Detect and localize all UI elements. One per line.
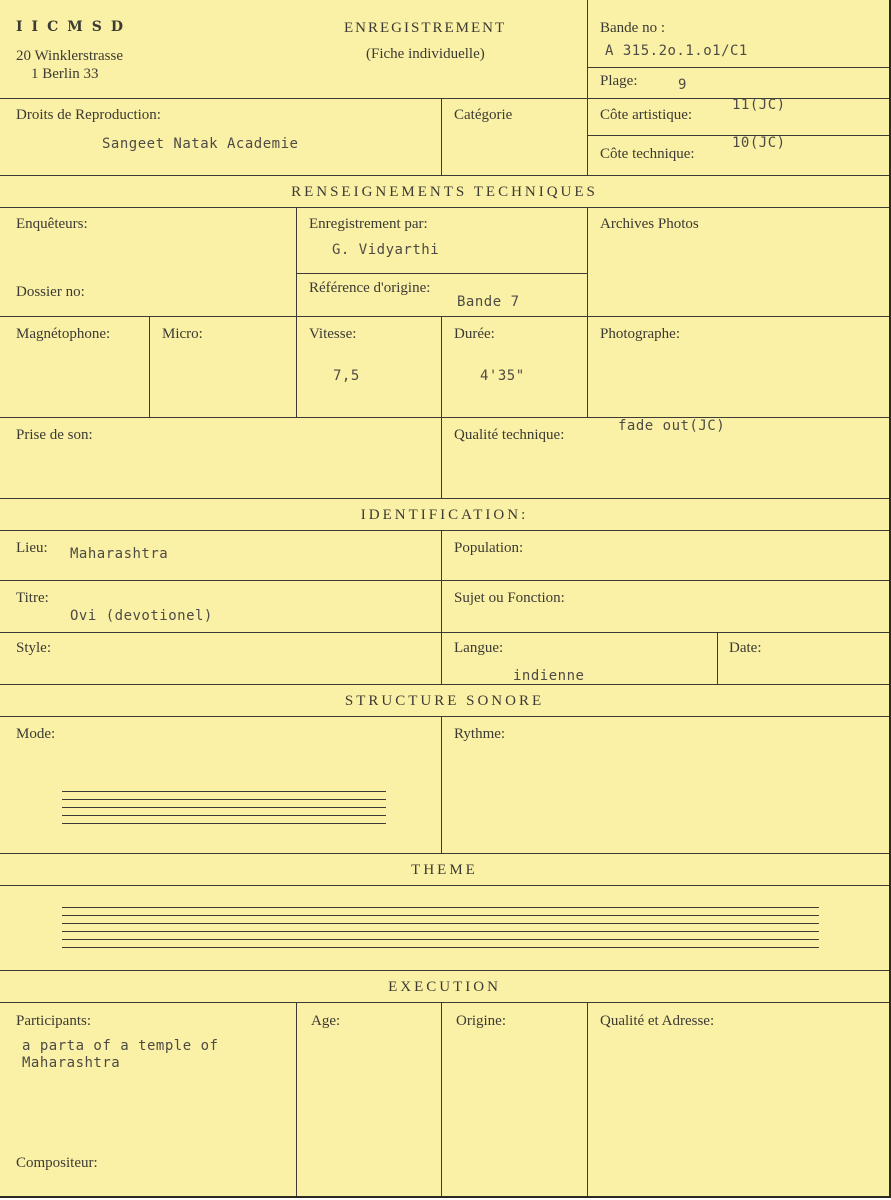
divider: [441, 98, 442, 175]
cote-technique-label: Côte technique:: [600, 146, 695, 162]
writing-line: [62, 807, 386, 808]
age-label: Age:: [311, 1013, 341, 1029]
vitesse-label: Vitesse:: [309, 326, 357, 342]
address-line-2: 1 Berlin 33: [31, 66, 99, 82]
qualite-technique-label: Qualité technique:: [454, 427, 565, 443]
writing-line: [62, 823, 386, 824]
divider: [441, 716, 442, 853]
divider: [0, 1002, 889, 1003]
prise-de-son-label: Prise de son:: [16, 427, 93, 443]
writing-line: [62, 923, 819, 924]
enregistrement-par-value: G. Vidyarthi: [332, 242, 440, 258]
cote-technique-value: 10(JC): [732, 135, 786, 151]
divider: [149, 316, 150, 417]
qualite-adresse-label: Qualité et Adresse:: [600, 1013, 715, 1029]
writing-line: [62, 791, 386, 792]
dossier-label: Dossier no:: [16, 284, 85, 300]
divider: [587, 1002, 588, 1196]
reference-label: Référence d'origine:: [309, 280, 431, 296]
divider: [717, 632, 718, 684]
date-label: Date:: [729, 640, 762, 656]
divider: [441, 530, 442, 684]
section-title-structure: STRUCTURE SONORE: [344, 693, 545, 709]
section-title-execution: EXECUTION: [388, 979, 501, 995]
micro-label: Micro:: [162, 326, 203, 342]
plage-value: 9: [678, 77, 687, 93]
bande-label: Bande no :: [600, 20, 665, 36]
section-title-theme: THEME: [411, 862, 478, 878]
lieu-value: Maharashtra: [70, 546, 169, 562]
divider: [587, 67, 889, 68]
langue-label: Langue:: [454, 640, 504, 656]
cote-artistique-value: 11(JC): [732, 97, 786, 113]
divider: [587, 98, 588, 175]
divider: [441, 316, 442, 417]
rythme-label: Rythme:: [454, 726, 506, 742]
reference-value: Bande 7: [457, 294, 520, 310]
mode-label: Mode:: [16, 726, 56, 742]
divider: [587, 0, 588, 98]
participants-value-line-2: Maharashtra: [22, 1055, 121, 1071]
archives-photos-label: Archives Photos: [600, 216, 699, 232]
divider: [296, 207, 297, 316]
photographe-label: Photographe:: [600, 326, 680, 342]
form-subtitle: (Fiche individuelle): [366, 46, 485, 62]
plage-label: Plage:: [600, 73, 638, 89]
style-label: Style:: [16, 640, 52, 656]
enqueteurs-label: Enquêteurs:: [16, 216, 88, 232]
titre-label: Titre:: [16, 590, 49, 606]
writing-line: [62, 799, 386, 800]
divider: [296, 273, 587, 274]
participants-value-line-1: a parta of a temple of: [22, 1038, 219, 1054]
divider: [587, 316, 588, 417]
form-title: ENREGISTREMENT: [344, 20, 507, 36]
divider: [0, 885, 889, 886]
writing-line: [62, 931, 819, 932]
magnetophone-label: Magnétophone:: [16, 326, 111, 342]
lieu-label: Lieu:: [16, 540, 48, 556]
divider: [0, 498, 889, 499]
address-line-1: 20 Winklerstrasse: [16, 48, 124, 64]
cote-artistique-label: Côte artistique:: [600, 107, 693, 123]
writing-line: [62, 907, 819, 908]
divider: [0, 316, 889, 317]
writing-line: [62, 947, 819, 948]
writing-line: [62, 939, 819, 940]
writing-line: [62, 915, 819, 916]
titre-value: Ovi (devotionel): [70, 608, 213, 624]
divider: [0, 853, 889, 854]
writing-line: [62, 815, 386, 816]
bande-value: A 315.2o.1.o1/C1: [605, 43, 748, 59]
droits-value: Sangeet Natak Academie: [102, 136, 299, 152]
sujet-label: Sujet ou Fonction:: [454, 590, 565, 606]
langue-value: indienne: [513, 668, 585, 684]
qualite-technique-value: fade out(JC): [618, 418, 726, 434]
divider: [0, 632, 889, 633]
participants-label: Participants:: [16, 1013, 91, 1029]
divider: [0, 530, 889, 531]
divider: [296, 316, 297, 417]
divider: [0, 580, 889, 581]
section-title-technique: RENSEIGNEMENTS TECHNIQUES: [291, 184, 598, 200]
compositeur-label: Compositeur:: [16, 1155, 98, 1171]
divider: [0, 175, 889, 176]
divider: [0, 417, 889, 418]
institute-logo: IICMSD: [16, 19, 132, 35]
vitesse-value: 7,5: [333, 368, 360, 384]
divider: [587, 207, 588, 316]
population-label: Population:: [454, 540, 524, 556]
enregistrement-par-label: Enregistrement par:: [309, 216, 428, 232]
divider: [441, 1002, 442, 1196]
divider: [0, 970, 889, 971]
divider: [441, 417, 442, 498]
section-title-identification: IDENTIFICATION:: [360, 507, 529, 523]
duree-value: 4'35": [480, 368, 525, 384]
divider: [0, 684, 889, 685]
divider: [296, 1002, 297, 1196]
categorie-label: Catégorie: [454, 107, 513, 123]
divider: [0, 716, 889, 717]
divider: [0, 207, 889, 208]
droits-label: Droits de Reproduction:: [16, 107, 161, 123]
duree-label: Durée:: [454, 326, 495, 342]
origine-label: Origine:: [456, 1013, 506, 1029]
